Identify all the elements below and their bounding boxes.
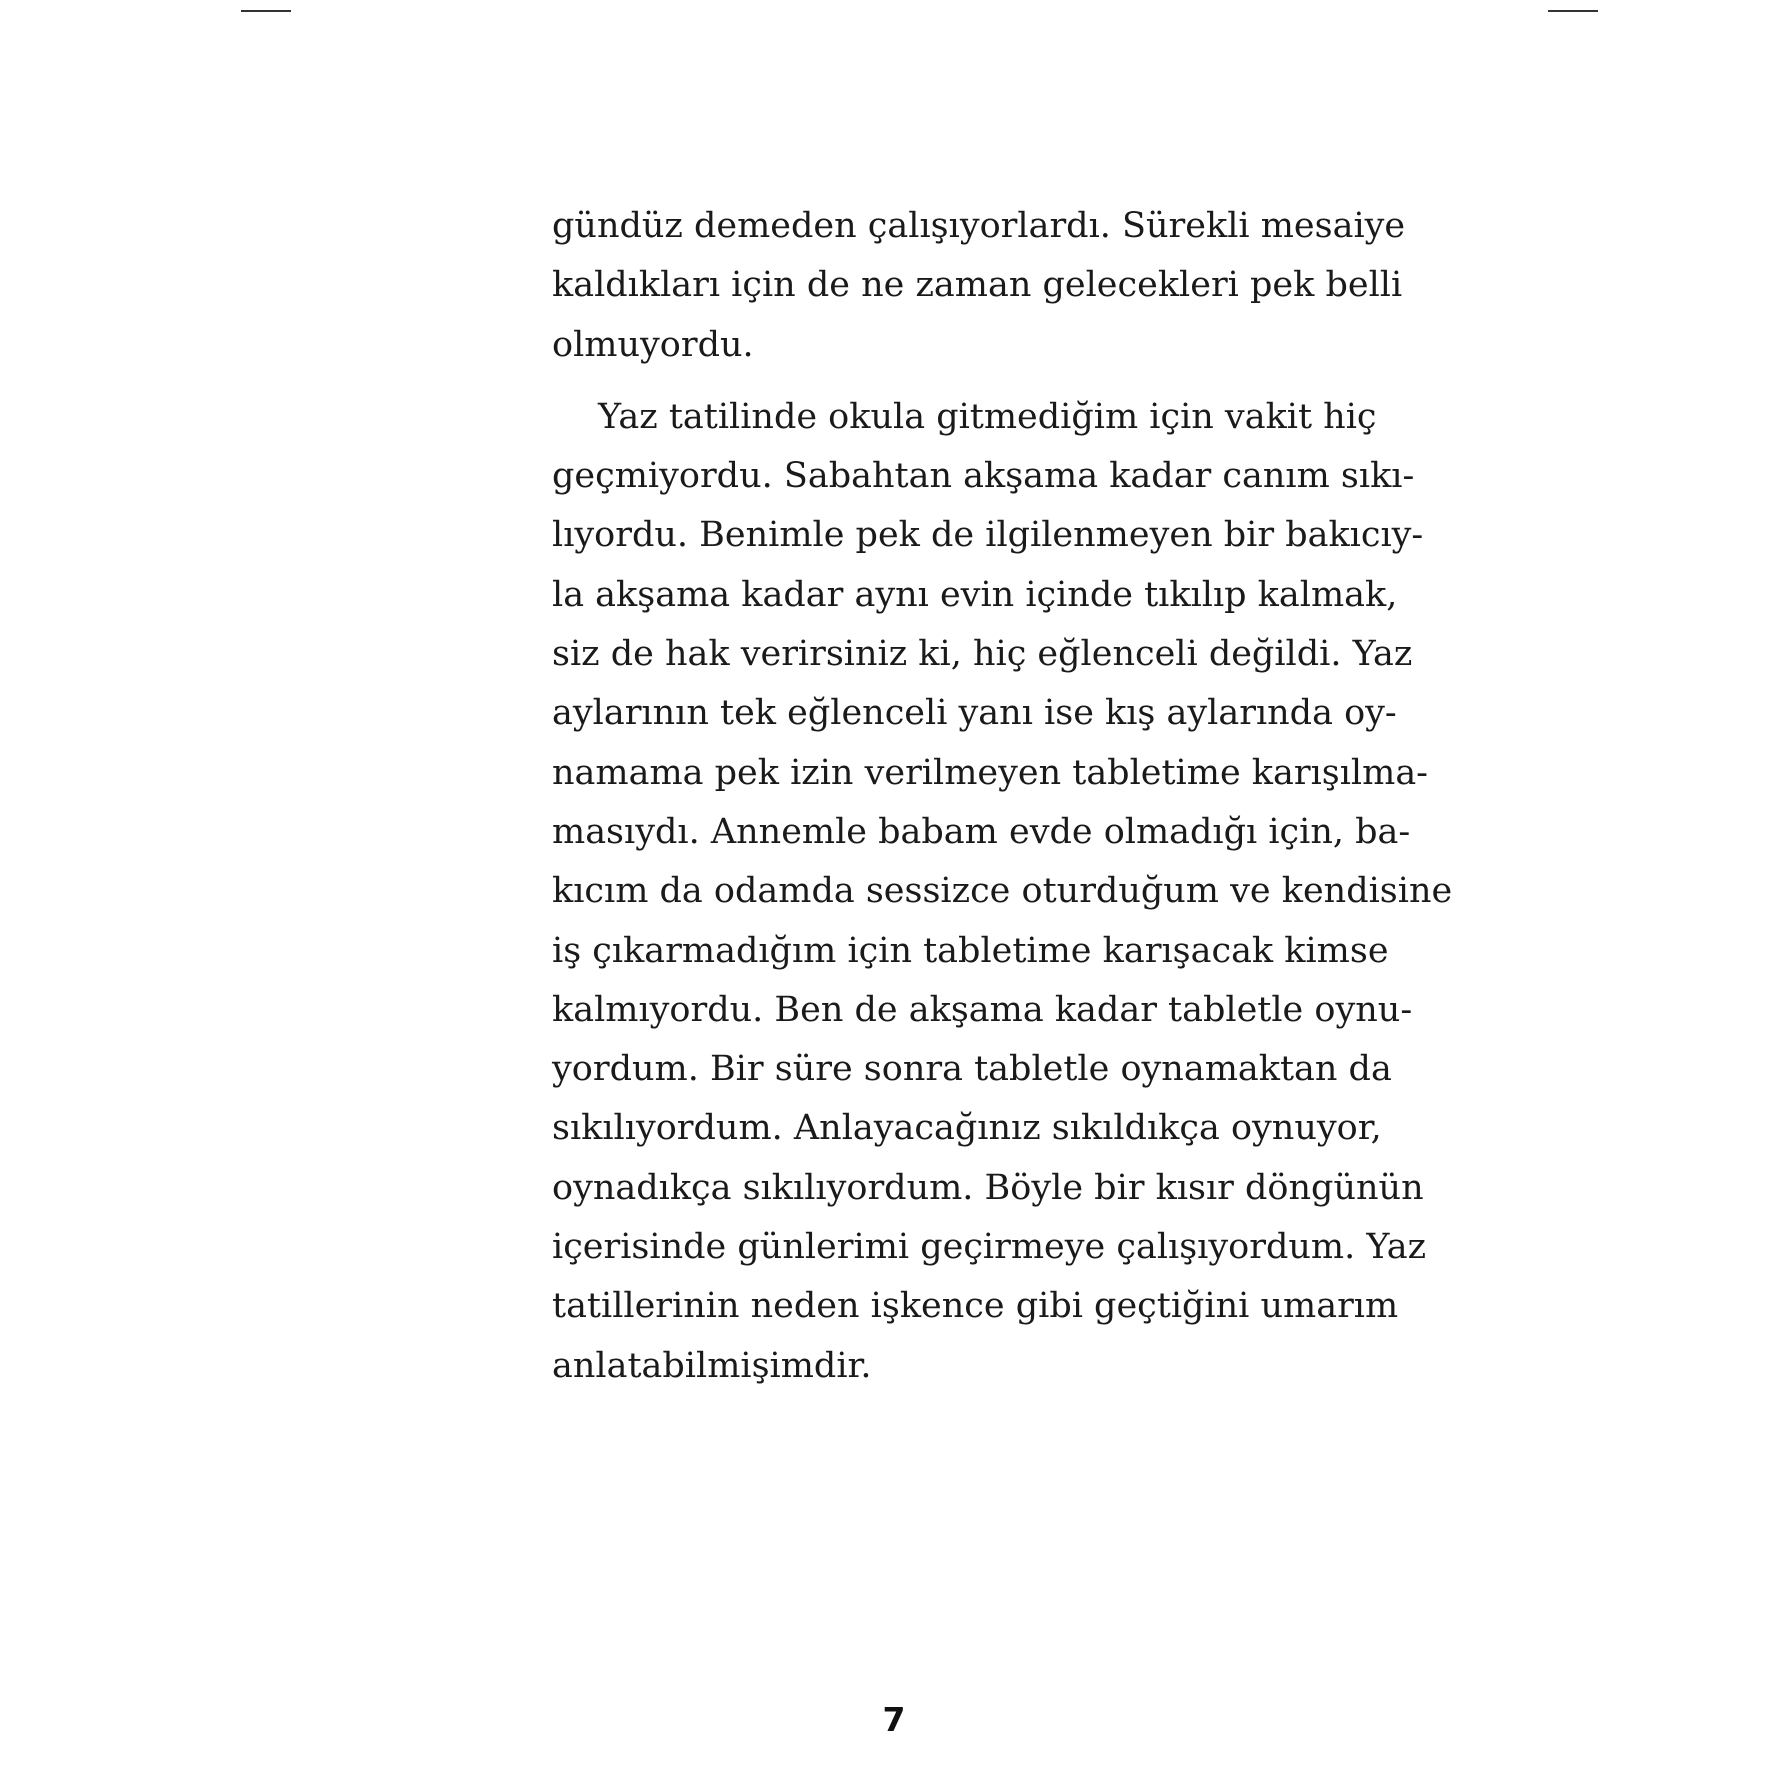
text-line: kalmıyordu. Ben de akşama kadar tabletle oynu- [552, 989, 1413, 1030]
page-number: 7 [882, 1700, 906, 1739]
text-line: la akşama kadar aynı evin içinde tıkılıp kalmak, [552, 574, 1398, 615]
text-line: iş çıkarmadığım için tabletime karışacak kimse [552, 930, 1389, 971]
text-line: tatillerinin neden işkence gibi geçtiğini umarım [552, 1286, 1399, 1327]
text-line: anlatabilmişimdir. [552, 1345, 872, 1386]
text-line: lıyordu. Benimle pek de ilgilenmeyen bir bakıcıy- [552, 515, 1424, 556]
text-line: kıcım da odamda sessizce oturduğum ve kendisine [552, 871, 1453, 912]
text-line: içerisinde günlerimi geçirmeye çalışıyordum. Yaz [552, 1227, 1427, 1268]
text-line: gündüz demeden çalışıyorlardı. Sürekli mesaiye [552, 206, 1406, 246]
text-line: oynadıkça sıkılıyordum. Böyle bir kısır döngünün [552, 1167, 1424, 1208]
paragraph-1 [552, 197, 1406, 375]
text-line: kaldıkları için de ne zaman gelecekleri pek belli [552, 265, 1403, 306]
text-line: geçmiyordu. Sabahtan akşama kadar canım sıkı- [552, 456, 1415, 497]
crop-mark-right [1548, 10, 1598, 12]
text-line: olmuyordu. [552, 324, 754, 365]
text-line: Yaz tatilinde okula gitmediğim için vakit hiç [598, 396, 1377, 437]
paragraph-2 [552, 388, 1453, 1396]
text-line: namama pek izin verilmeyen tabletime karışılma- [552, 752, 1429, 793]
text-line: aylarının tek eğlenceli yanı ise kış aylarında oy- [552, 693, 1397, 734]
body-text [552, 197, 1453, 1396]
text-line: masıydı. Annemle babam evde olmadığı için, ba- [552, 811, 1411, 852]
text-line: sıkılıyordum. Anlayacağınız sıkıldıkça oynuyor, [552, 1108, 1382, 1149]
text-line: siz de hak verirsiniz ki, hiç eğlenceli değildi. Yaz [552, 634, 1413, 675]
paragraph-gap [552, 375, 1318, 388]
crop-mark-left [241, 10, 291, 12]
text-line: yordum. Bir süre sonra tabletle oynamaktan da [552, 1049, 1392, 1090]
